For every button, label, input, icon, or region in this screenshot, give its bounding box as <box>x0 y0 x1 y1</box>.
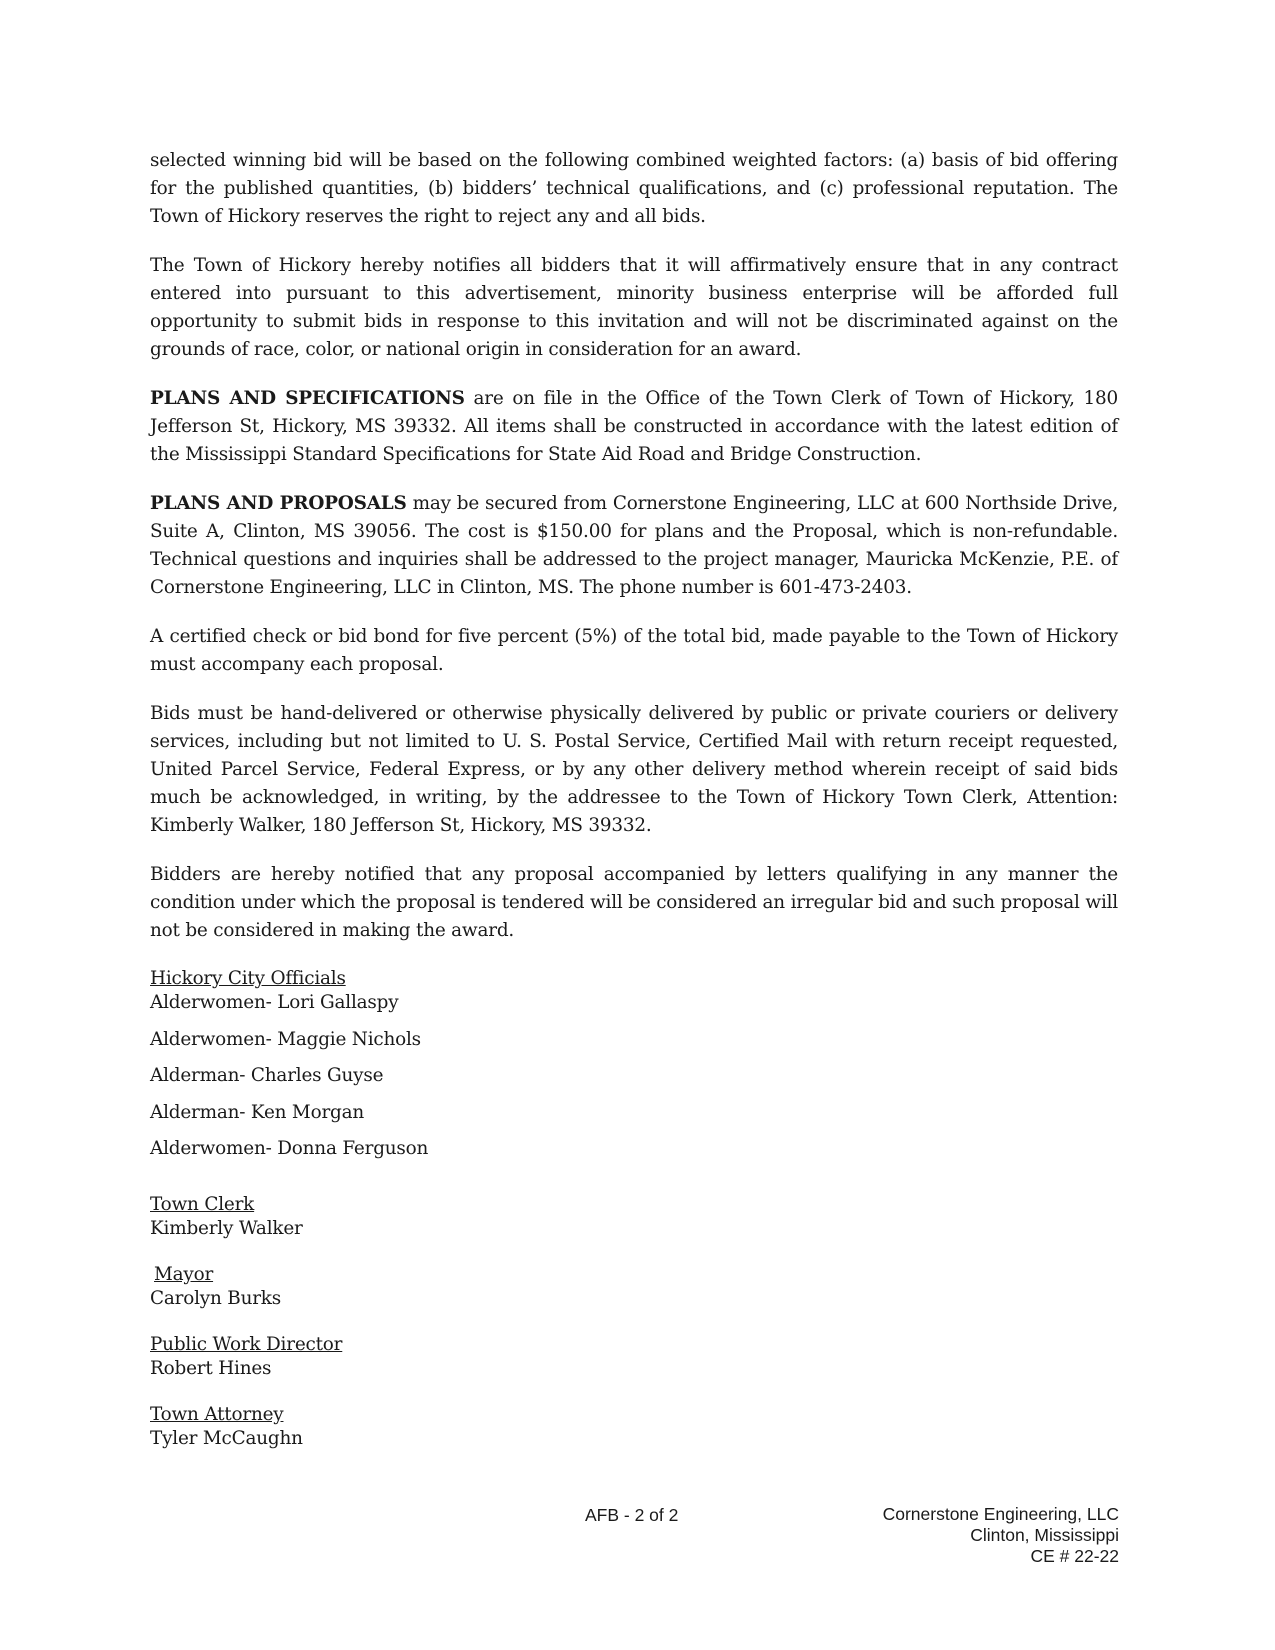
official-member: Alderwomen- Donna Ferguson <box>150 1138 429 1159</box>
plans-proposals-text: may be secured from Cornerstone Engineering, LLC at 600 Northside Drive, Suite A, Clinton, MS 39056. The cost is $150.00 for plans and the Proposal, which is non-refundable. Technical questions and inquiries shall be addressed to the project manager, Mauricka McKenzie, P.E. of Cornerstone Engineering, LLC in Clinton, MS. The phone number is 601-473-2403. <box>150 493 1118 598</box>
mayor-title: Mayor <box>154 1264 214 1285</box>
paragraph-irregular-bid: Bidders are hereby notified that any proposal accompanied by letters qualifying in any manner the condition under which the proposal is tendered will be considered an irregular bid and such proposal will not be considered in making the award. <box>150 864 1118 941</box>
footer-location: Clinton, Mississippi <box>970 1525 1119 1545</box>
mayor-group <box>150 1263 1118 1311</box>
paragraph-minority-business: The Town of Hickory hereby notifies all bidders that it will affirmatively ensure that in any contract entered into pursuant to this advertisement, minority business enterprise will be afforded full opportunity to submit bids in response to this invitation and will not be discriminated against on the grounds of race, color, or national origin in consideration for an award. <box>150 255 1118 360</box>
town-attorney-name: Tyler McCaughn <box>150 1428 303 1449</box>
town-clerk-group <box>150 1193 1118 1241</box>
paragraph-plans-specifications <box>150 385 1118 469</box>
plans-proposals-heading: PLANS AND PROPOSALS <box>150 493 407 514</box>
paragraph-delivery: Bids must be hand-delivered or otherwise physically delivered by public or private couriers or delivery services, including but not limited to U. S. Postal Service, Certified Mail with return receipt requested, United Parcel Service, Federal Express, or by any other delivery method wherein receipt of said bids much be acknowledged, in writing, by the addressee to the Town of Hickory Town Clerk, Attention: Kimberly Walker, 180 Jefferson St, Hickory, MS 39332. <box>150 703 1118 836</box>
mayor-name: Carolyn Burks <box>150 1288 281 1309</box>
town-attorney-title: Town Attorney <box>150 1404 284 1425</box>
official-member: Alderman- Ken Morgan <box>150 1101 365 1123</box>
footer-company-block <box>883 1504 1119 1567</box>
official-member: Alderman- Charles Guyse <box>150 1065 384 1086</box>
plans-specifications-heading: PLANS AND SPECIFICATIONS <box>150 388 465 409</box>
paragraph-plans-proposals <box>150 490 1118 602</box>
footer-project-number: CE # 22-22 <box>1030 1546 1119 1566</box>
town-attorney-group <box>150 1403 1118 1451</box>
town-clerk-name: Kimberly Walker <box>150 1218 303 1239</box>
public-work-director-group <box>150 1333 1118 1381</box>
plans-specifications-text: are on file in the Office of the Town Clerk of Town of Hickory, 180 Jefferson St, Hickory, MS 39332. All items shall be constructed in accordance with the latest edition of the Mississippi Standard Specifications for State Aid Road and Bridge Construction. <box>150 388 1118 465</box>
footer-page-label: AFB - 2 of 2 <box>585 1505 679 1525</box>
footer-company: Cornerstone Engineering, LLC <box>882 1504 1119 1524</box>
document-body <box>150 147 1118 1473</box>
public-work-director-name: Robert Hines <box>150 1358 272 1379</box>
city-officials-title: Hickory City Officials <box>150 968 346 989</box>
city-officials-group <box>150 967 1118 1161</box>
official-member: Alderwomen- Maggie Nichols <box>150 1028 421 1050</box>
official-member: Alderwomen- Lori Gallaspy <box>150 992 399 1013</box>
officials-section <box>150 967 1118 1451</box>
town-clerk-title: Town Clerk <box>150 1194 255 1215</box>
paragraph-bid-selection: selected winning bid will be based on the following combined weighted factors: (a) basis of bid offering for the published quantities, (b) bidders’ technical qualifications, and (c) professional reputation. The Town of Hickory reserves the right to reject any and all bids. <box>150 150 1118 227</box>
paragraph-bid-bond: A certified check or bid bond for five percent (5%) of the total bid, made payable to the Town of Hickory must accompany each proposal. <box>150 626 1118 675</box>
public-work-director-title: Public Work Director <box>150 1334 343 1355</box>
